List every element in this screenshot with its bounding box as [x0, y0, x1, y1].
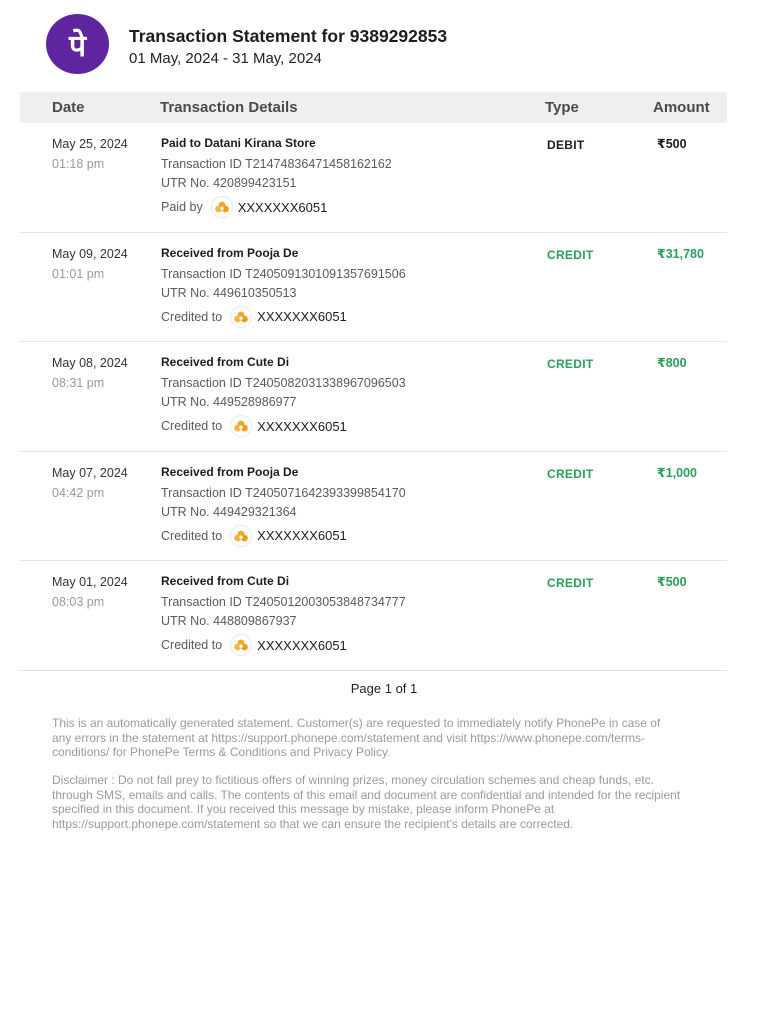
- transaction-title: Received from Pooja De: [161, 464, 299, 479]
- column-header-details: Transaction Details: [160, 99, 298, 116]
- transaction-title: Received from Cute Di: [161, 355, 290, 369]
- transaction-type: CREDIT: [547, 357, 594, 371]
- statement-title: Transaction Statement for 9389292853: [129, 26, 448, 46]
- transaction-time: 01:01 pm: [52, 266, 105, 281]
- utr-number: UTR No. 449610350513: [161, 285, 297, 300]
- account-line: [161, 414, 347, 438]
- statement-disclaimer: Disclaimer : Do not fall prey to fictitious offers of winning prizes, money circulation schemes and cheap funds, etc. through SMS, emails and calls. The contents of this email and document are confidential and intended for the recipient specified in this document. If you received this message by mistake, please inform PhonePe at https://support.phonepe.com/statement so that we can ensure the recipient's details are corrected.: [52, 773, 681, 831]
- transaction-id: Transaction ID T2405012003053848734777: [161, 595, 406, 609]
- transaction-title: Paid to Datani Kirana Store: [161, 136, 316, 150]
- account-line: [161, 524, 347, 548]
- transaction-time: 08:31 pm: [52, 376, 105, 390]
- transaction-row: [20, 123, 727, 233]
- column-header-date: Date: [52, 99, 85, 116]
- statement-notice: This is an automatically generated statement. Customer(s) are requested to immediately notify PhonePe in case of any errors in the statement at https://support.phonepe.com/statement and visit https://www.phonepe.com/terms-conditions/ for PhonePe Terms & Conditions and Privacy Policy.: [52, 716, 661, 759]
- transaction-amount: ₹500: [657, 137, 687, 151]
- account-number: XXXXXXX6051: [237, 199, 328, 215]
- transaction-id: Transaction ID T2405071642393399854170: [161, 485, 406, 500]
- transaction-time: 01:18 pm: [52, 157, 105, 171]
- account-number: XXXXXXX6051: [257, 637, 347, 653]
- transaction-date: May 09, 2024: [52, 246, 128, 261]
- account-label: Credited to: [161, 638, 223, 652]
- transaction-date: May 07, 2024: [52, 465, 128, 480]
- utr-number: UTR No. 449429321364: [161, 504, 297, 519]
- utr-number: UTR No. 420899423151: [161, 176, 297, 190]
- transaction-title: Received from Pooja De: [161, 245, 299, 260]
- account-line: [161, 633, 347, 657]
- transaction-row: [20, 342, 727, 452]
- account-number: XXXXXXX6051: [257, 528, 347, 543]
- transaction-id: Transaction ID T2405091301091357691506: [161, 266, 406, 281]
- transaction-time: 04:42 pm: [52, 485, 105, 500]
- transaction-date: May 08, 2024: [52, 356, 128, 370]
- bank-icon: [230, 634, 252, 656]
- transaction-date: May 25, 2024: [52, 137, 128, 151]
- table-header: [20, 92, 727, 123]
- account-line: [161, 305, 347, 329]
- account-label: Paid by: [161, 200, 203, 214]
- bank-icon: [211, 196, 233, 218]
- logo-glyph: पे: [68, 29, 87, 64]
- transaction-amount: ₹800: [657, 356, 687, 370]
- account-number: XXXXXXX6051: [257, 418, 347, 434]
- transaction-row: [20, 452, 727, 562]
- transaction-date: May 01, 2024: [52, 575, 128, 589]
- account-number: XXXXXXX6051: [257, 309, 347, 324]
- column-header-amount: Amount: [653, 99, 710, 116]
- phonepe-logo: [46, 14, 109, 74]
- transaction-id: Transaction ID T2405082031338967096503: [161, 376, 406, 390]
- transaction-time: 08:03 pm: [52, 595, 105, 609]
- utr-number: UTR No. 449528986977: [161, 395, 297, 409]
- transaction-type: CREDIT: [547, 466, 594, 481]
- account-label: Credited to: [161, 528, 223, 543]
- page-number: Page 1 of 1: [350, 681, 418, 696]
- statement-date-range: 01 May, 2024 - 31 May, 2024: [129, 50, 322, 67]
- column-header-type: Type: [545, 99, 579, 116]
- transaction-id: Transaction ID T2147483647145816216​2: [161, 157, 392, 171]
- statement-header: [46, 14, 726, 74]
- transaction-amount: ₹500: [657, 575, 687, 589]
- transaction-type: DEBIT: [547, 138, 585, 152]
- bank-icon: [230, 306, 252, 328]
- bank-icon: [230, 415, 252, 437]
- transaction-type: CREDIT: [547, 247, 594, 262]
- transaction-amount: ₹1,000: [657, 465, 697, 480]
- account-label: Credited to: [161, 419, 223, 433]
- account-line: [161, 195, 327, 219]
- transaction-table: [20, 123, 727, 671]
- account-label: Credited to: [161, 309, 223, 324]
- transaction-row: [20, 233, 727, 343]
- transaction-title: Received from Cute Di: [161, 574, 290, 588]
- transaction-row: [20, 561, 727, 671]
- bank-icon: [230, 525, 252, 547]
- utr-number: UTR No. 448809867937: [161, 614, 297, 628]
- transaction-type: CREDIT: [547, 576, 594, 590]
- transaction-amount: ₹31,780: [657, 246, 704, 261]
